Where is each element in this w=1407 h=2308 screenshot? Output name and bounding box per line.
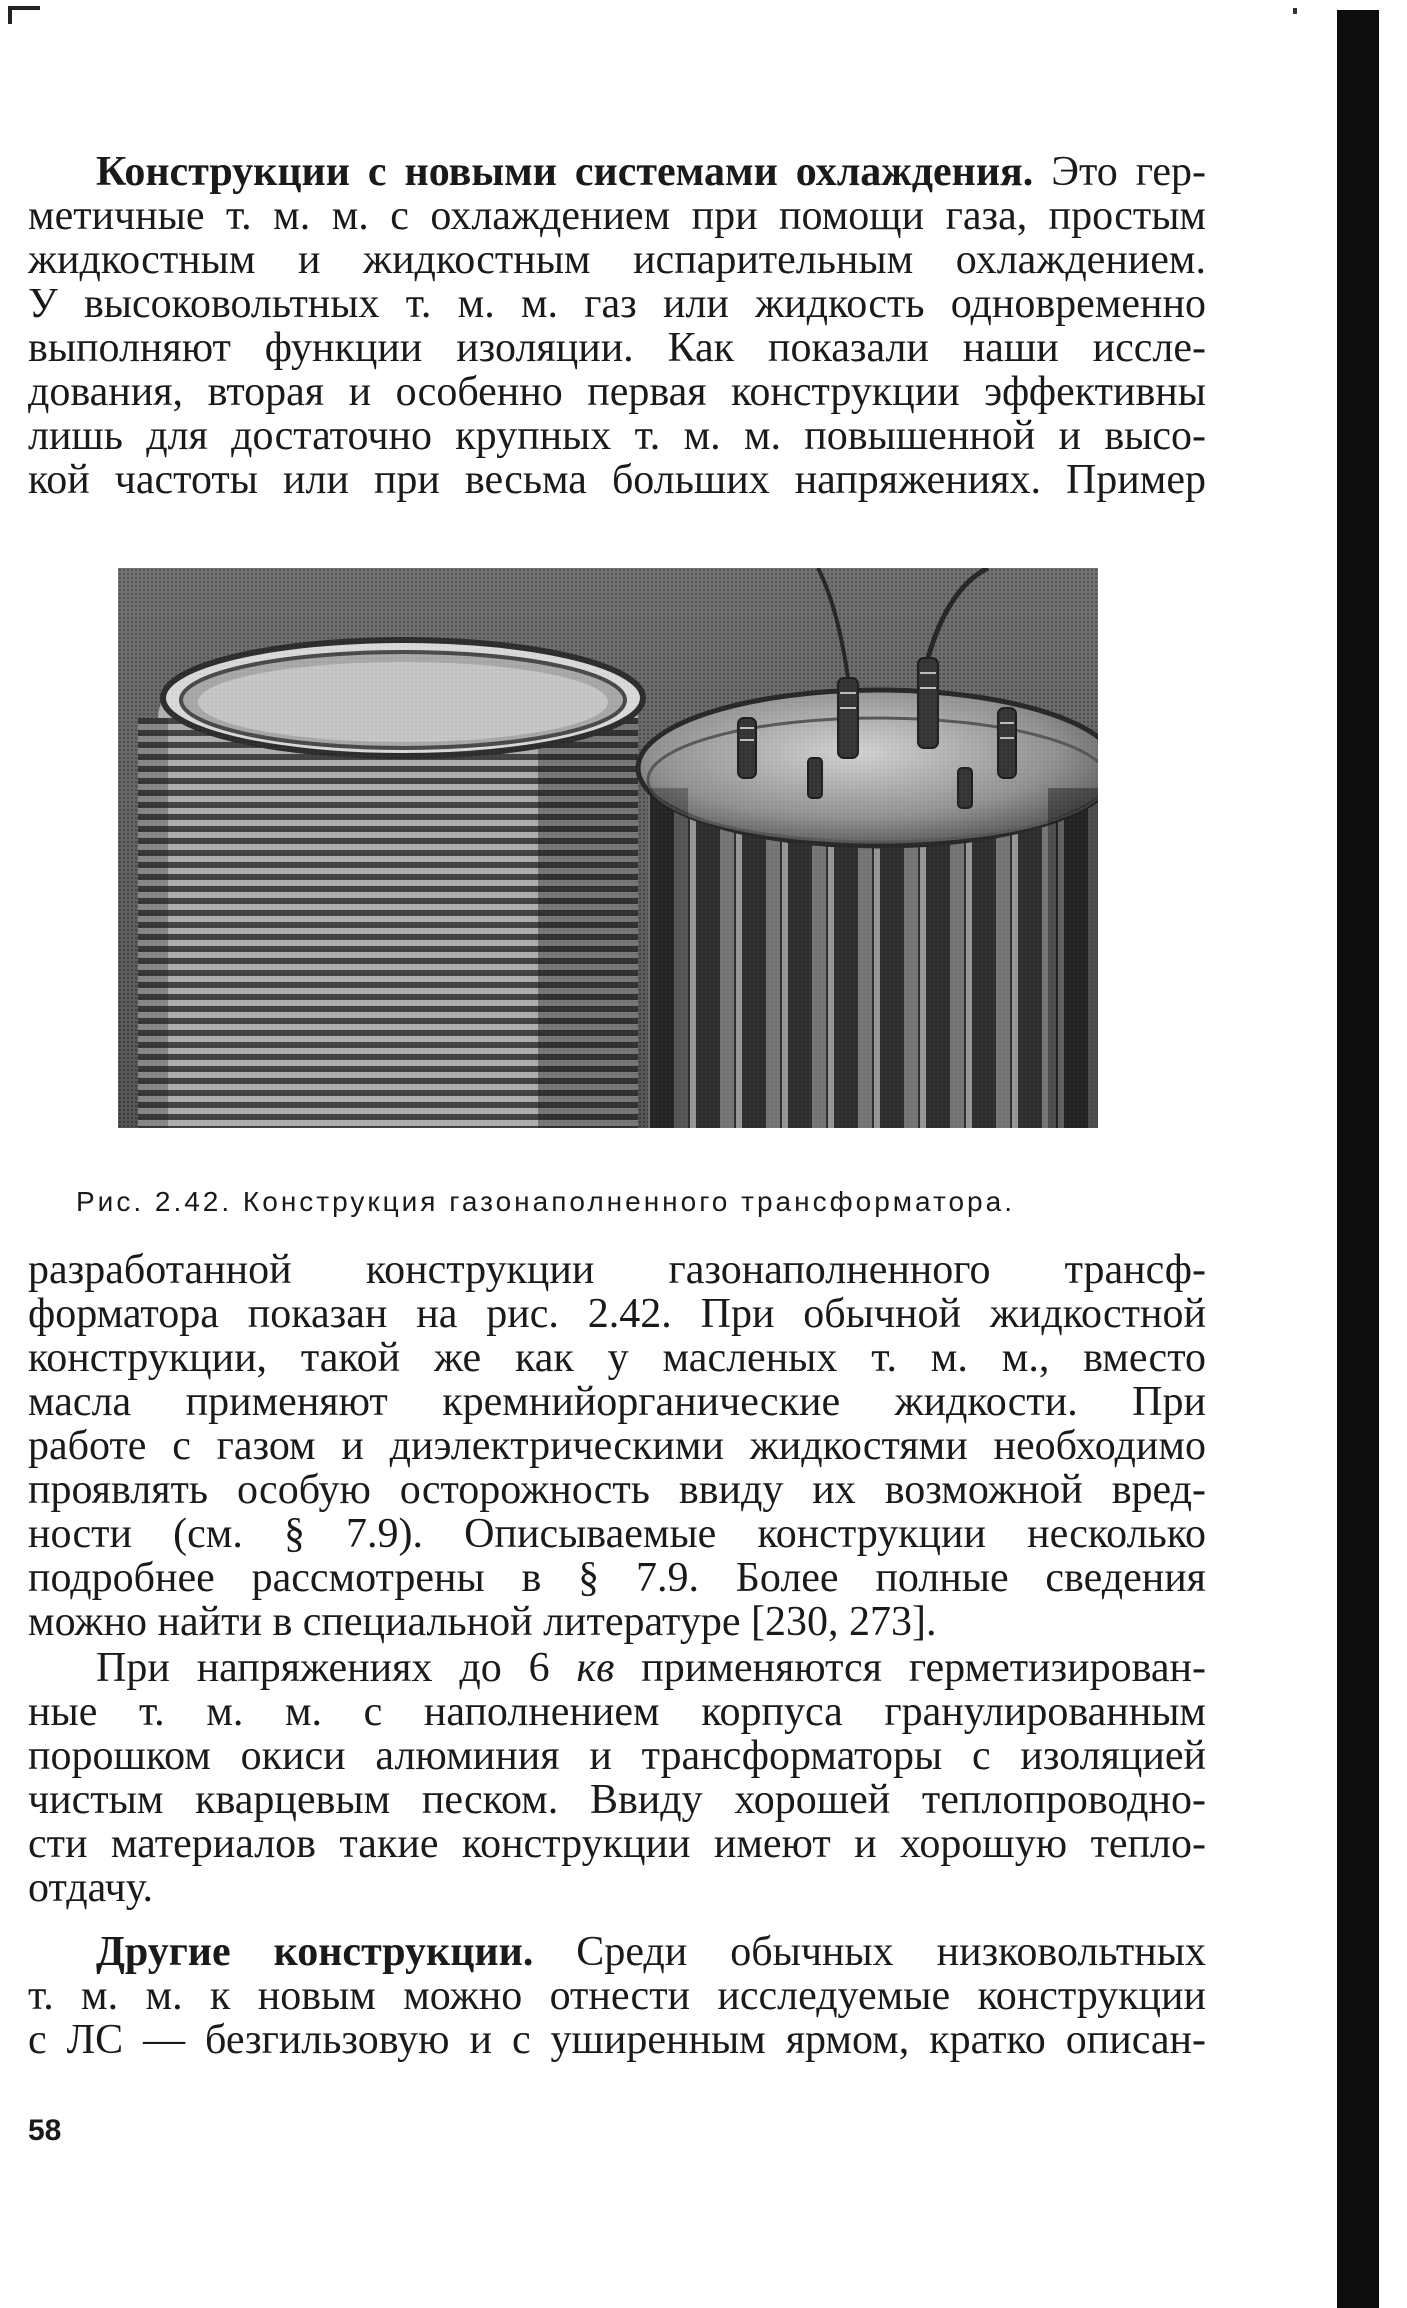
- paragraph-3-line-1: При напряжениях до 6 кв применяются герметизирован-: [96, 1645, 1206, 1691]
- paragraph-2-line: ности (см. § 7.9). Описываемые конструкции несколько: [28, 1511, 1206, 1557]
- paragraph-1-line-1: Конструкции с новыми системами охлаждения. Это гер-: [96, 149, 1207, 195]
- page-number: 58: [28, 2114, 62, 2147]
- paragraph-2-line: проявлять особую осторожность ввиду их возможной вред-: [28, 1467, 1206, 1513]
- paragraph-2-line: разработанной конструкции газонаполненного трансф-: [28, 1247, 1206, 1293]
- paragraph-1-line: У высоковольтных т. м. м. газ или жидкость одновременно: [28, 281, 1206, 327]
- transformer-photo: [118, 568, 1098, 1128]
- paragraph-1-line: кой частоты или при весьма больших напряжениях. Пример: [28, 457, 1206, 503]
- paragraph-2-line: подробнее рассмотрены в § 7.9. Более полные сведения: [28, 1555, 1206, 1601]
- paragraph-1: [28, 150, 1206, 502]
- scan-edge-shadow: [1337, 10, 1379, 2308]
- paragraph-3: [28, 1646, 1206, 1910]
- paragraph-1-line: дования, вторая и особенно первая конструкции эффективны: [28, 369, 1206, 415]
- crop-mark: [8, 6, 40, 24]
- scan-speck: [1293, 8, 1297, 14]
- paragraph-3-line: чистым кварцевым песком. Ввиду хорошей теплопроводно-: [28, 1777, 1206, 1823]
- paragraph-3-line: порошком окиси алюминия и трансформаторы с изоляцией: [28, 1733, 1206, 1779]
- paragraph-1-line: жидкостным и жидкостным испарительным охлаждением.: [28, 237, 1206, 283]
- paragraph-2-line: конструкции, такой же как у масленых т. м. м., вместо: [28, 1335, 1206, 1381]
- figure-caption: Рис. 2.42. Конструкция газонаполненного трансформатора.: [76, 1186, 1015, 1217]
- paragraph-2: [28, 1248, 1206, 1644]
- paragraph-1-line: выполняют функции изоляции. Как показали наши иссле-: [28, 325, 1206, 371]
- paragraph-1-line: метичные т. м. м. с охлаждением при помощи газа, простым: [28, 193, 1206, 239]
- paragraph-4-line: т. м. м. к новым можно отнести исследуемые конструкции: [28, 1973, 1206, 2019]
- paragraph-2-line: форматора показан на рис. 2.42. При обычной жидкостной: [28, 1291, 1206, 1337]
- paragraph-3-line: ные т. м. м. с наполнением корпуса гранулированным: [28, 1689, 1206, 1735]
- paragraph-3-line: отдачу.: [28, 1865, 153, 1911]
- section-heading-cooling: Конструкции с новыми системами охлаждения.: [96, 149, 1034, 195]
- section-heading-other: Другие конструкции.: [96, 1929, 534, 1975]
- paragraph-2-line: работе с газом и диэлектрическими жидкостями необходимо: [28, 1423, 1206, 1469]
- paragraph-4-line: с ЛС — безгильзовую и с уширенным ярмом, кратко описан-: [28, 2017, 1206, 2063]
- unit-kv: кв: [576, 1645, 615, 1691]
- paragraph-4-line-1: Другие конструкции. Среди обычных низковольтных: [96, 1929, 1206, 1975]
- paragraph-2-line: масла применяют кремнийорганические жидкости. При: [28, 1379, 1206, 1425]
- paragraph-4: [28, 1930, 1206, 2062]
- paragraph-2-line: можно найти в специальной литературе [230, 273].: [28, 1599, 937, 1645]
- paragraph-1-line: лишь для достаточно крупных т. м. м. повышенной и высо-: [28, 413, 1206, 459]
- paragraph-3-line: сти материалов такие конструкции имеют и хорошую тепло-: [28, 1821, 1206, 1867]
